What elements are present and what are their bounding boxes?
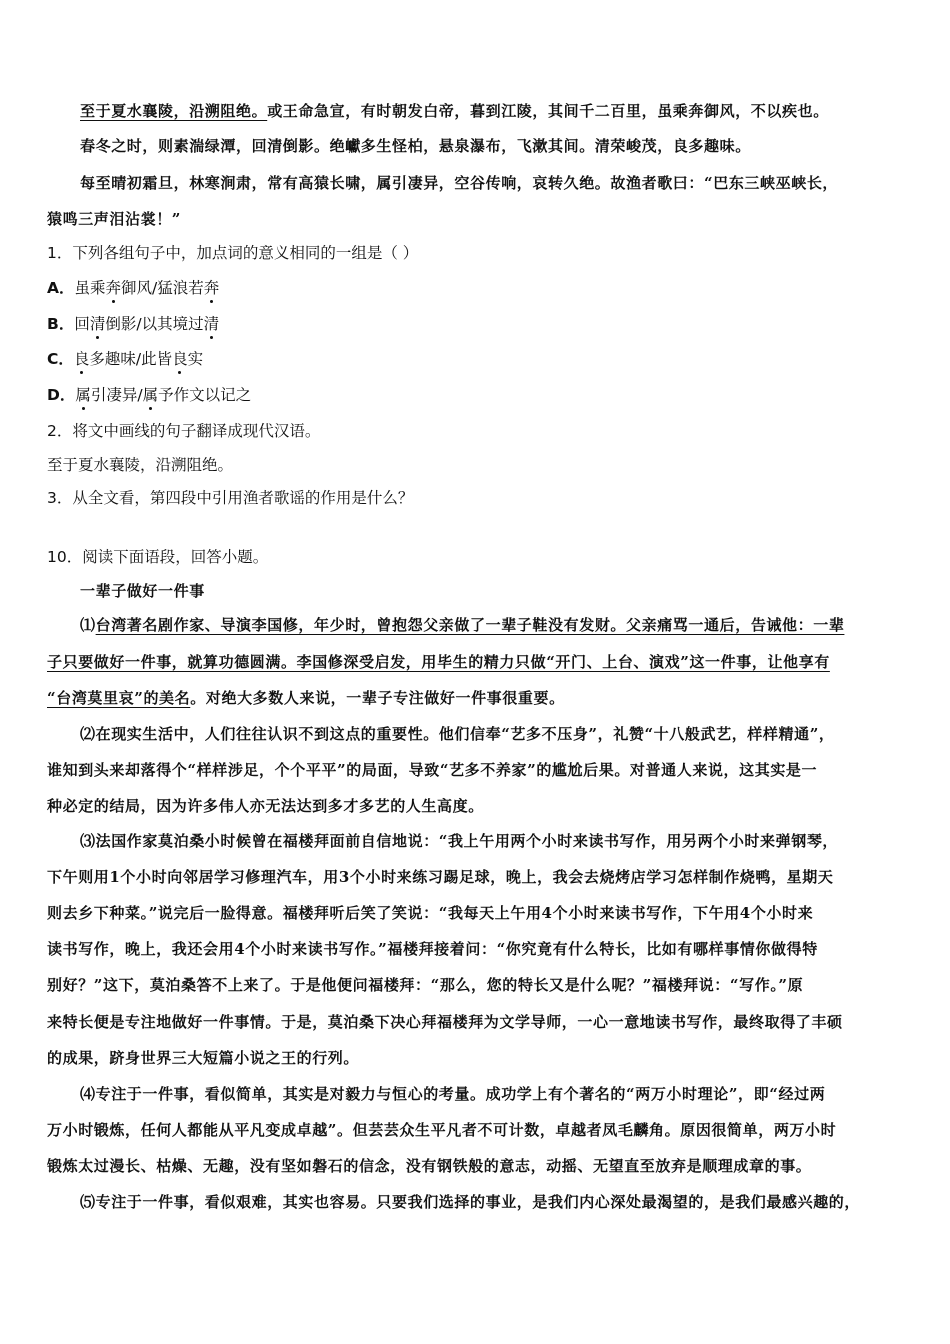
dotted-char: 奔 <box>203 279 220 297</box>
section-4-line-1: ⑷专注于一件事，看似简单，其实是对毅力与恒心的考量。成功学上有个著名的“两万小时理论”，即“经过两 <box>80 1085 826 1103</box>
section-4-line-2: 万小时锻炼，任何人都能从平凡变成卓越”。但芸芸众生平凡者不可计数，卓越者凤毛麟角。原因很简单，两万小时 <box>47 1121 837 1139</box>
question-2-sentence: 至于夏水襄陵，沿溯阻绝。 <box>47 456 234 474</box>
option-d: D．属引凄异/属予作文以记之 <box>47 386 252 404</box>
underlined-sentence: 至于夏水襄陵，沿溯阻绝。 <box>80 102 268 120</box>
passage-paragraph-3-cont: 猿鸣三声泪沾裳！” <box>47 210 182 228</box>
dotted-char: 奔 <box>105 279 122 297</box>
section-1-line-1: ⑴台湾著名剧作家、导演李国修，年少时，曾抱怨父亲做了一辈子鞋没有发财。父亲痛骂一通后，告诫他：一辈 <box>80 616 845 634</box>
dotted-char: 清 <box>203 315 220 333</box>
dotted-char: 良 <box>172 350 188 368</box>
section-3-line-6: 来特长便是专注地做好一件事情。于是，莫泊桑下决心拜福楼拜为文学导师，一心一意地读书写作，最终取得了丰硕 <box>47 1013 843 1031</box>
section-3-line-4: 读书写作，晚上，我还会用4个小时来读书写作。”福楼拜接着问：“你究竟有什么特长，比如有哪样事情你做得特 <box>47 940 818 958</box>
option-a: A．虽乘奔御风/猛浪若奔 <box>47 279 220 297</box>
section-2-line-1: ⑵在现实生活中，人们往往认识不到这点的重要性。他们信奉“艺多不压身”，礼赞“十八般武艺，样样精通”， <box>80 725 835 743</box>
question-1: 1．下列各组句子中，加点词的意义相同的一组是（ ） <box>47 244 419 262</box>
section-3-line-5: 别好？”这下，莫泊桑答不上来了。于是他便问福楼拜：“那么，您的特长又是什么呢？”福楼拜说：“写作。”原 <box>47 976 804 994</box>
dotted-char: 良 <box>73 350 90 368</box>
section-3-line-3: 则去乡下种菜。”说完后一脸得意。福楼拜听后笑了笑说：“我每天上午用4个小时来读书写作，下午用4个小时来 <box>47 904 814 922</box>
question-2: 2．将文中画线的句子翻译成现代汉语。 <box>47 422 321 440</box>
section-2-line-2: 谁知到头来却落得个“样样涉足，个个平平”的局面，导致“艺多不养家”的尴尬后果。对普通人来说，这其实是一 <box>47 761 818 779</box>
option-c: C．良多趣味/此皆良实 <box>47 350 204 368</box>
section-2-line-3: 种必定的结局，因为许多伟人亦无法达到多才多艺的人生高度。 <box>47 797 484 815</box>
section-3-line-2: 下午则用1个小时向邻居学习修理汽车，用3个小时来练习踢足球，晚上，我会去烧烤店学习怎样制作烧鸭，星期天 <box>47 868 834 886</box>
section-1-line-3: “台湾莫里哀”的美名。对绝大多数人来说，一辈子专注做好一件事很重要。 <box>47 689 565 707</box>
section-4-line-3: 锻炼太过漫长、枯燥、无趣，没有坚如磐石的信念，没有钢铁般的意志，动摇、无望直至放弃是顺理成章的事。 <box>47 1157 812 1175</box>
dotted-char: 属 <box>142 386 159 404</box>
article-title: 一辈子做好一件事 <box>80 582 205 600</box>
option-b: B．回清倒影/以其境过清 <box>47 315 220 333</box>
dotted-char: 清 <box>89 315 106 333</box>
passage-paragraph-3: 每至晴初霜旦，林寒涧肃，常有高猿长啸，属引凄异，空谷传响，哀转久绝。故渔者歌曰：“巴东三峡巫峡长， <box>80 174 839 192</box>
dotted-char: 属 <box>75 386 91 404</box>
passage-paragraph-2: 春冬之时，则素湍绿潭，回清倒影。绝巘多生怪柏，悬泉瀑布，飞漱其间。清荣峻茂，良多趣味。 <box>80 137 751 155</box>
section-5-line-1: ⑸专注于一件事，看似艰难，其实也容易。只要我们选择的事业，是我们内心深处最渴望的，是我们最感兴趣的， <box>80 1193 861 1211</box>
section-3-line-1: ⑶法国作家莫泊桑小时候曾在福楼拜面前自信地说：“我上午用两个小时来读书写作，用另两个小时来弹钢琴， <box>80 832 839 850</box>
question-3: 3．从全文看，第四段中引用渔者歌谣的作用是什么？ <box>47 489 414 507</box>
section-3-line-7: 的成果，跻身世界三大短篇小说之王的行列。 <box>47 1049 360 1067</box>
question-10-header: 10．阅读下面语段，回答小题。 <box>47 548 269 566</box>
passage-paragraph-1: 至于夏水襄陵，沿溯阻绝。或王命急宣，有时朝发白帝，暮到江陵，其间千二百里，虽乘奔御风，不以疾也。 <box>80 102 829 120</box>
section-1-line-2: 子只要做好一件事，就算功德圆满。李国修深受启发，用毕生的精力只做“开门、上台、演戏”这一件事，让他享有 <box>47 653 830 671</box>
